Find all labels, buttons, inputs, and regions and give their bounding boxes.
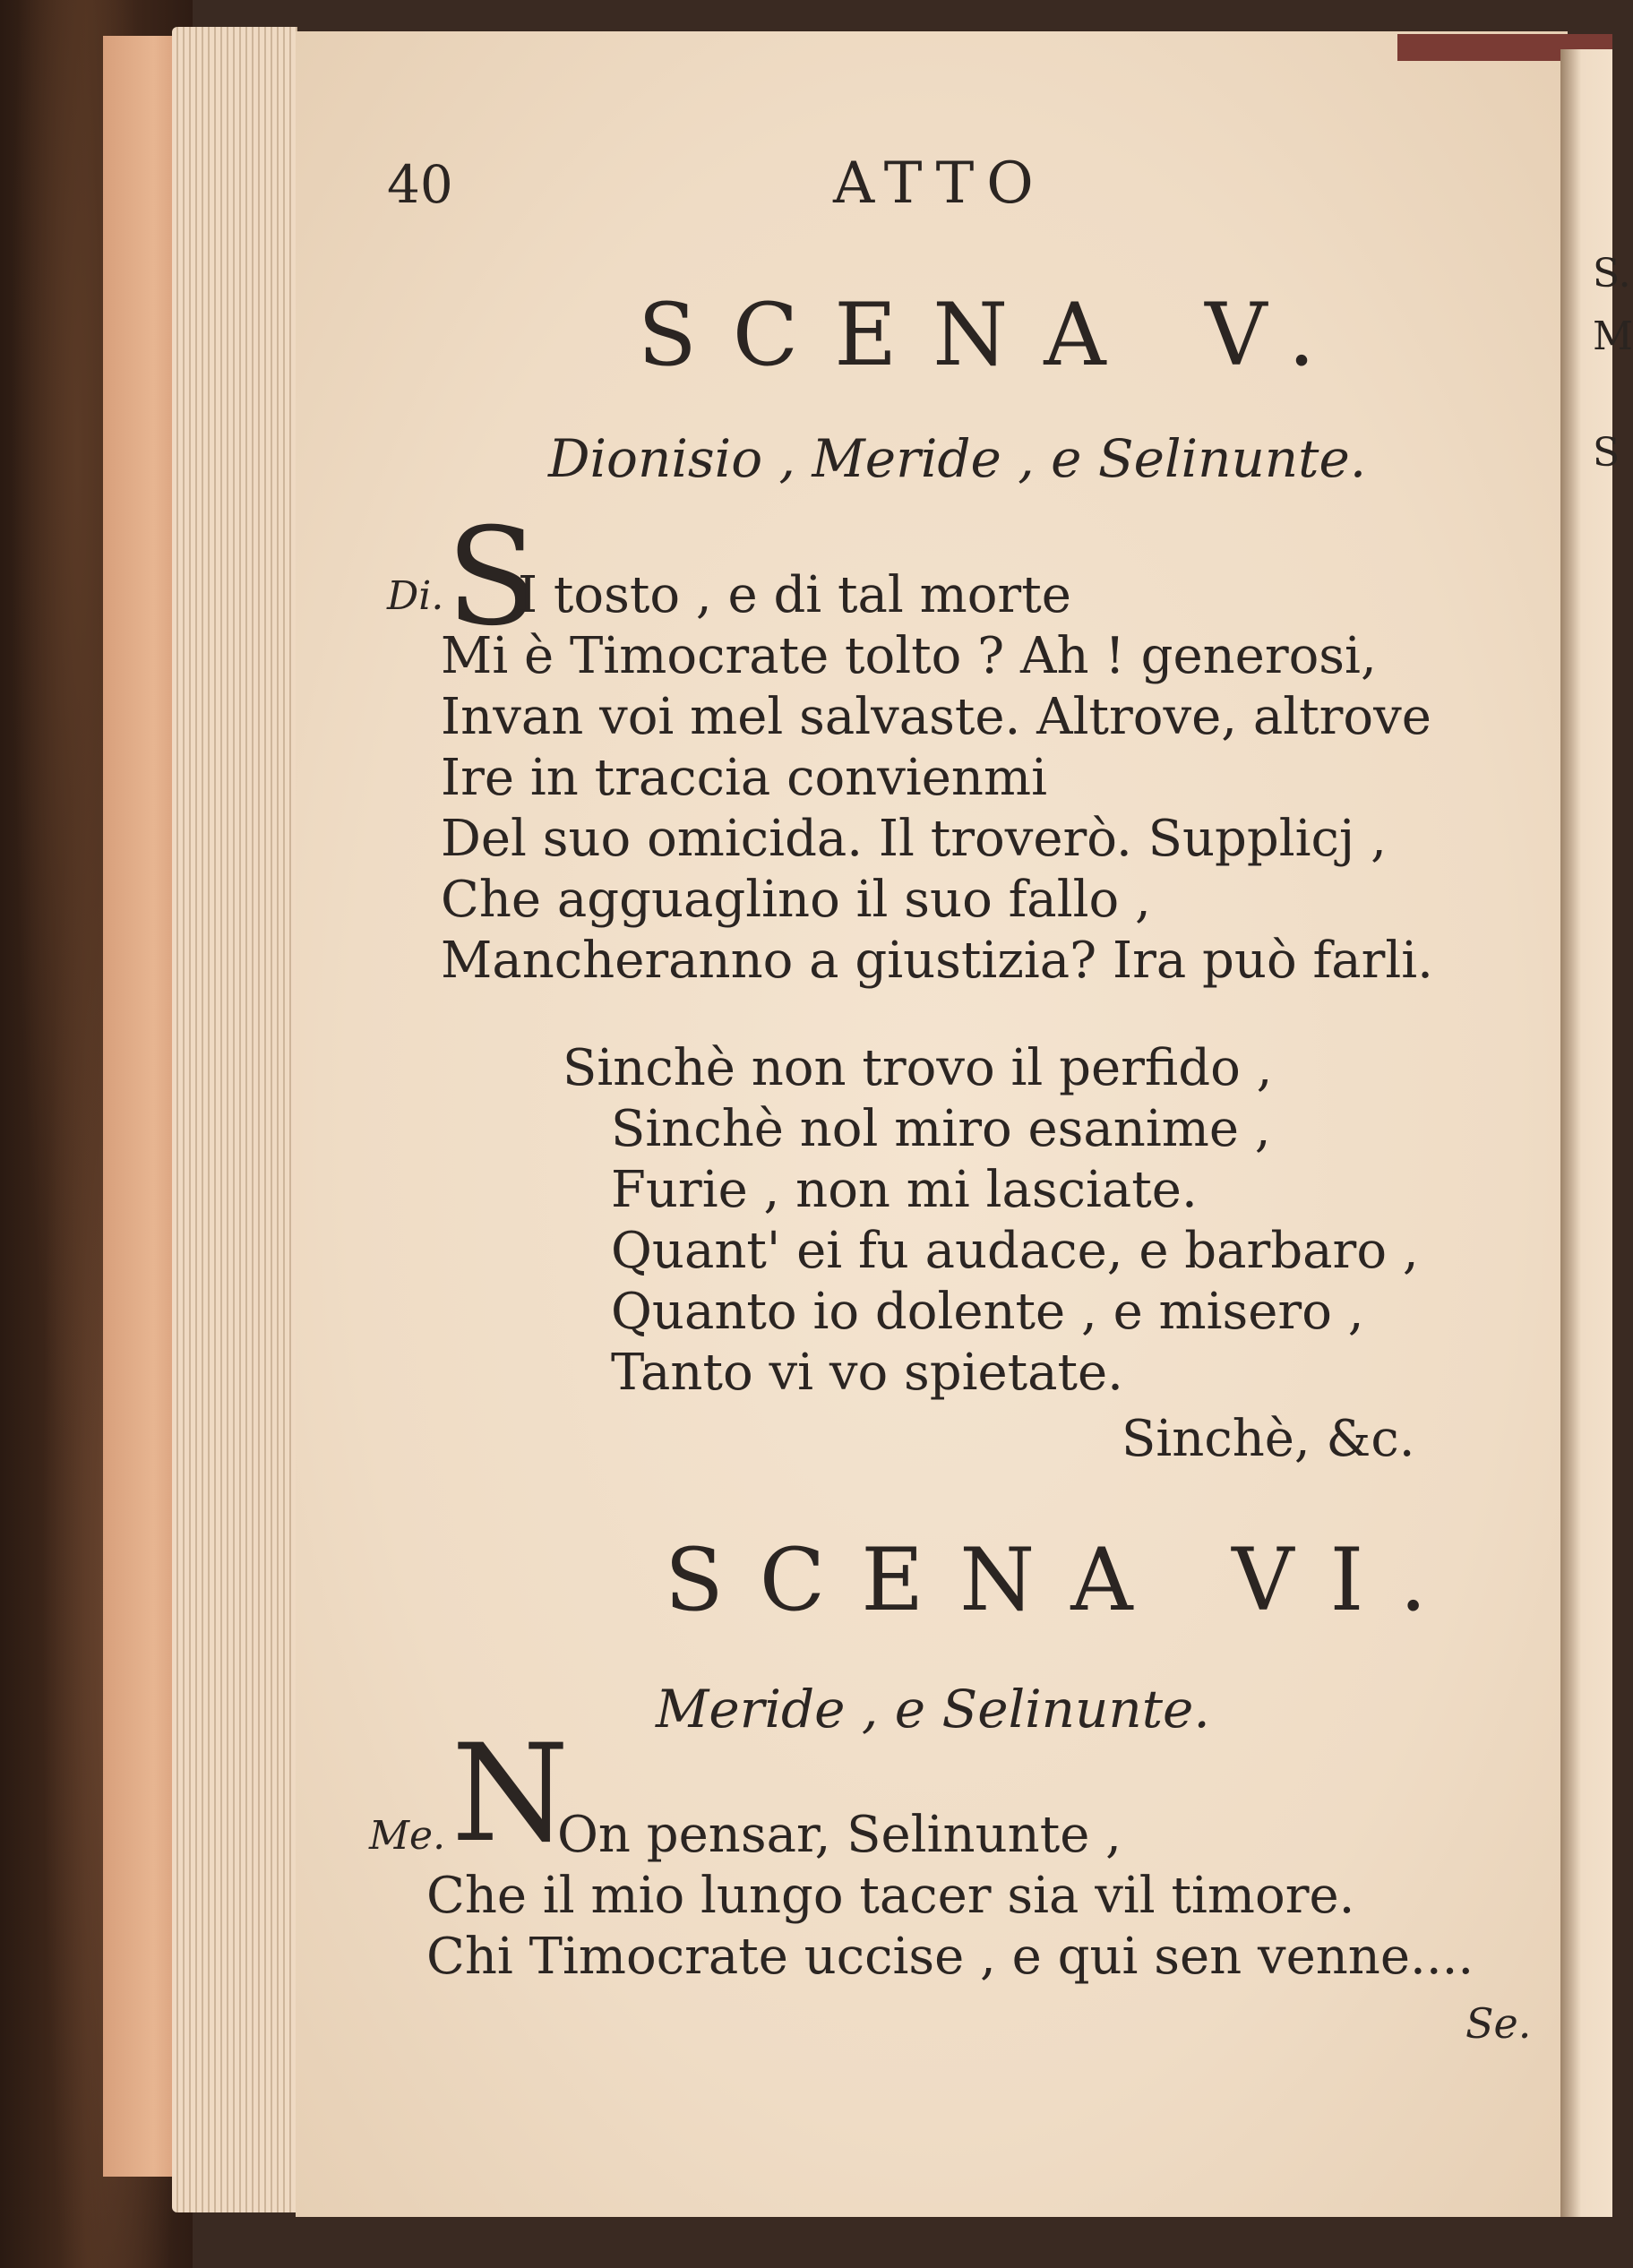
verse-line: Del suo omicida. Il troverò. Supplicj ,	[441, 810, 1387, 868]
verse-line: Mi è Timocrate tolto ? Ah ! generosi,	[441, 627, 1377, 685]
catchword: Se.	[1465, 1999, 1532, 2048]
scene-5-characters: Dionisio , Meride , e Selinunte.	[548, 428, 1367, 489]
facing-page-fragment: M	[1593, 314, 1633, 359]
facing-page-fragment: S.	[1593, 251, 1631, 296]
verse-line: Che agguaglino il suo fallo ,	[441, 871, 1151, 929]
running-head: ATTO	[833, 150, 1046, 217]
aria-line: Quant' ei fu audace, e barbaro ,	[611, 1222, 1419, 1280]
scene-6-speaker: Me.	[369, 1813, 446, 1859]
scene-6-characters: Meride , e Selinunte.	[656, 1679, 1210, 1740]
aria-line: Sinchè nol miro esanime ,	[611, 1100, 1271, 1158]
page-number: 40	[387, 154, 453, 215]
scene-6-title: SCENA VI.	[665, 1530, 1463, 1630]
facing-page-fragment: S	[1593, 430, 1620, 476]
scene-5-first-line: I tosto , e di tal morte	[518, 566, 1071, 624]
aria-line: Sinchè non trovo il perfido ,	[563, 1039, 1273, 1097]
facing-page-strip	[1560, 49, 1612, 2217]
scene-5-speaker: Di.	[387, 573, 444, 619]
verse-line: Ire in traccia convienmi	[441, 749, 1048, 807]
scene-6-first-line: On pensar, Selinunte ,	[557, 1806, 1122, 1864]
verse-line: Invan voi mel salvaste. Altrove, altrove	[441, 688, 1431, 746]
verse-line: Chi Timocrate uccise , e qui sen venne....	[426, 1928, 1474, 1986]
aria-refrain: Sinchè, &c.	[1122, 1410, 1415, 1468]
verse-line: Mancheranno a giustizia? Ira può farli.	[441, 932, 1433, 990]
scene-5-title: SCENA V.	[638, 285, 1352, 385]
aria-line: Furie , non mi lasciate.	[611, 1161, 1198, 1219]
scene-5-drop-cap: S	[446, 500, 538, 656]
verse-line: Che il mio lungo tacer sia vil timore.	[426, 1867, 1355, 1925]
scene-6-drop-cap: N	[451, 1716, 570, 1872]
page-edges	[172, 27, 297, 2212]
aria-line: Quanto io dolente , e misero ,	[611, 1283, 1364, 1341]
aria-line: Tanto vi vo spietate.	[611, 1344, 1123, 1402]
